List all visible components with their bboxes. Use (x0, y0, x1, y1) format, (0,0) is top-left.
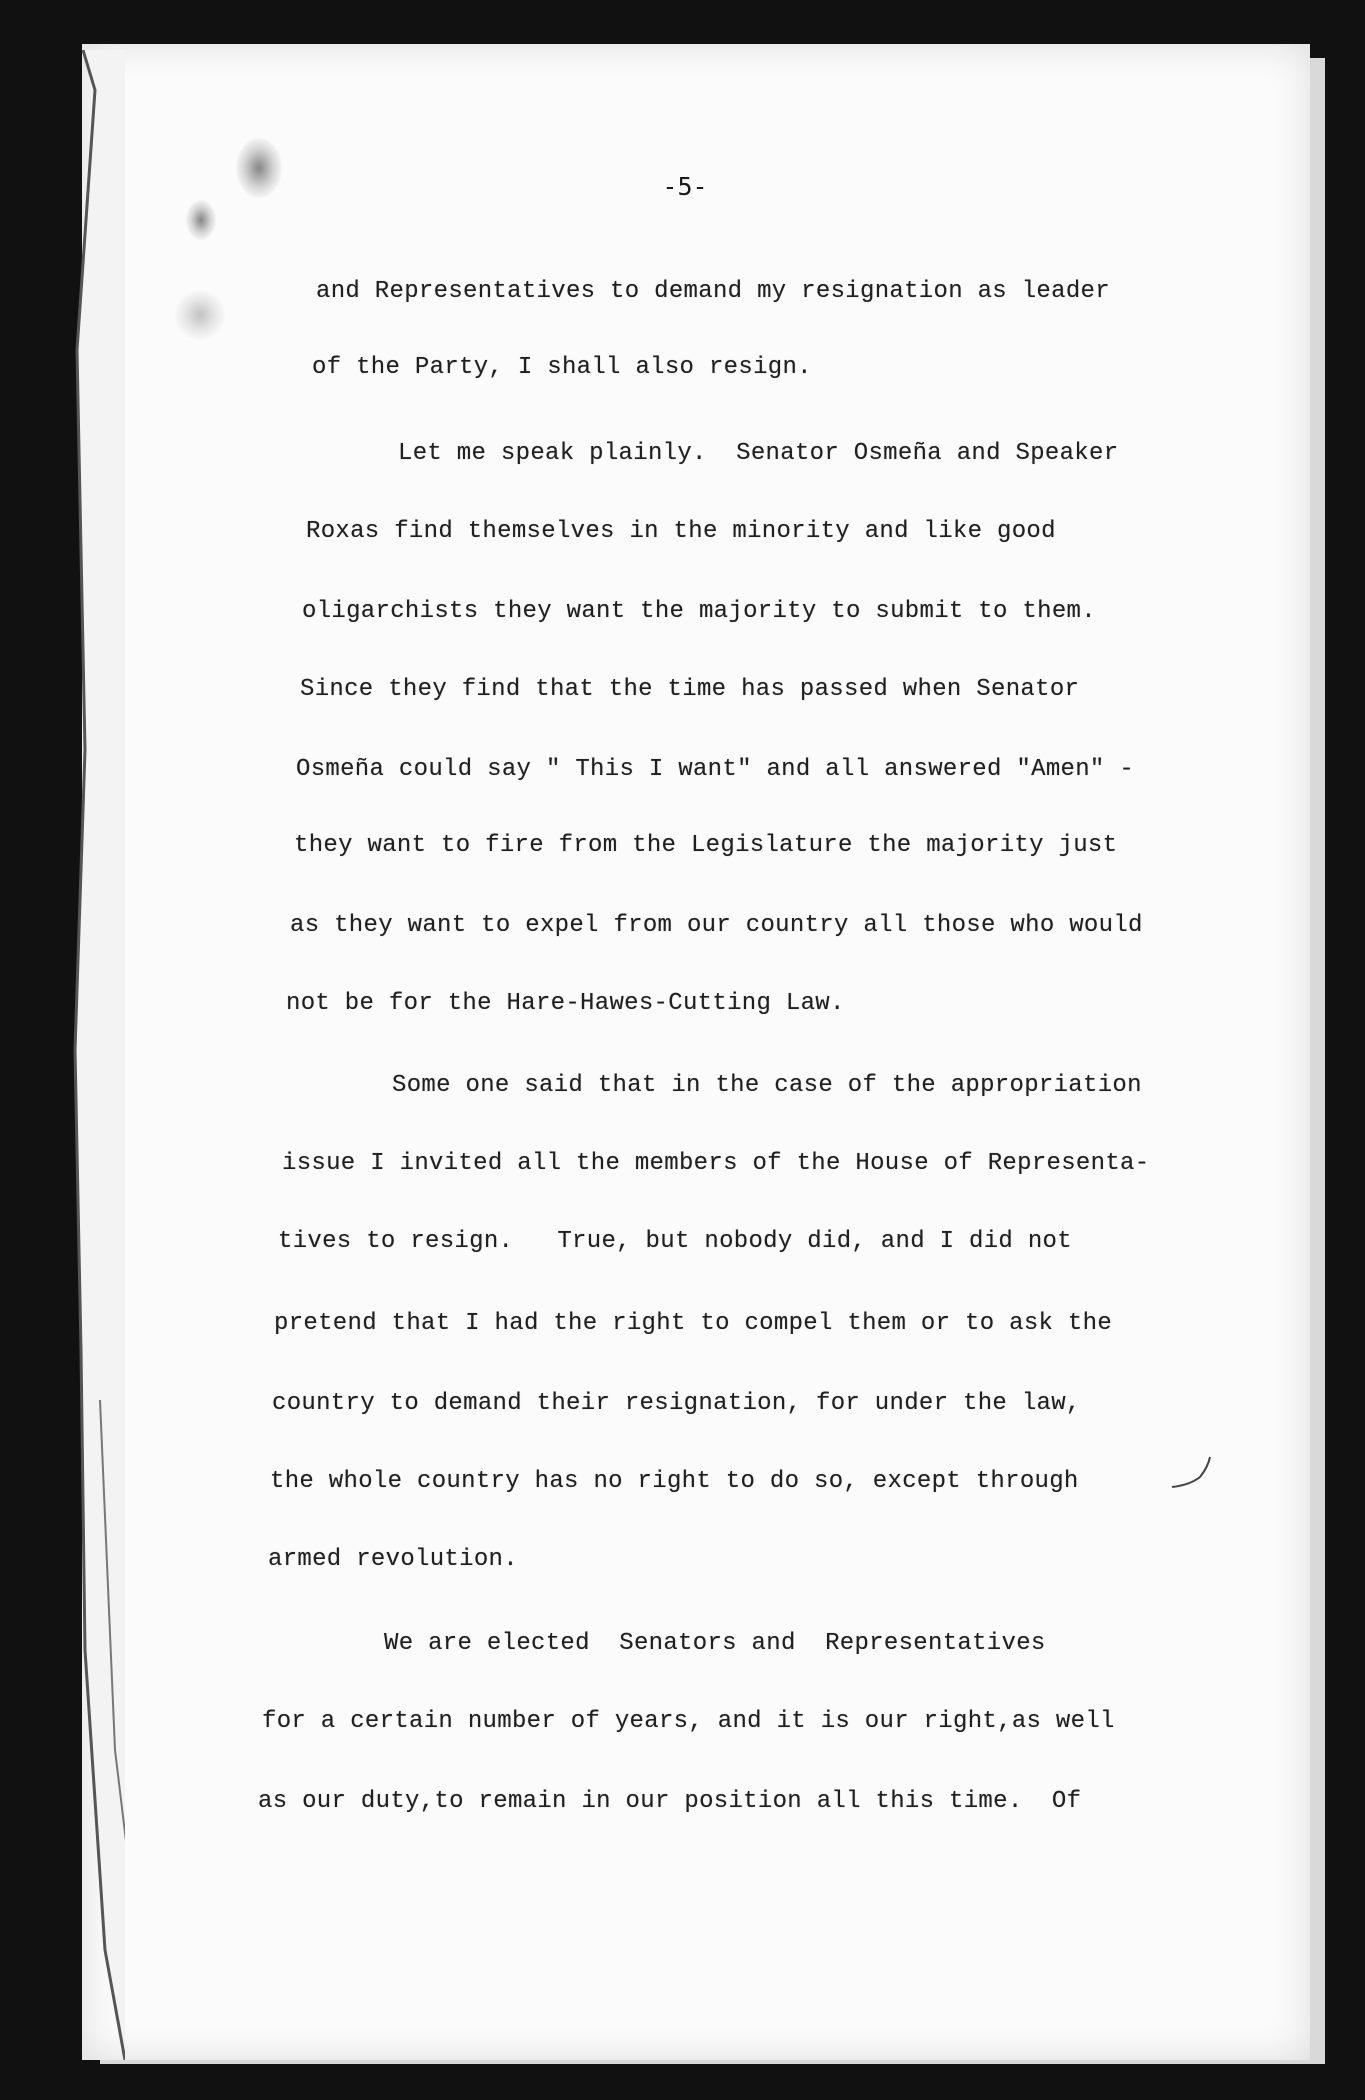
text-line: Let me speak plainly. Senator Osmeña and Speaker (398, 440, 1119, 467)
torn-left-edge (55, 50, 125, 2060)
text-line: pretend that I had the right to compel them or to ask the (274, 1310, 1113, 1337)
text-line: Some one said that in the case of the appropriation (392, 1072, 1142, 1099)
text-line: oligarchists they want the majority to submit to them. (302, 598, 1096, 625)
text-line: of the Party, I shall also resign. (312, 354, 812, 381)
text-line: Osmeña could say " This I want" and all answered "Amen" - (296, 756, 1135, 783)
text-line: for a certain number of years, and it is our right,as well (262, 1708, 1115, 1735)
ink-smudge (186, 200, 216, 240)
text-line: not be for the Hare-Hawes-Cutting Law. (286, 990, 845, 1017)
page-number: -5- (662, 172, 708, 201)
text-line: tives to resign. True, but nobody did, and I did not (278, 1228, 1072, 1255)
text-line: issue I invited all the members of the House of Representa- (282, 1150, 1150, 1177)
document-page (82, 44, 1310, 2060)
text-line: Since they find that the time has passed when Senator (300, 676, 1080, 703)
text-line: Roxas find themselves in the minority and like good (306, 518, 1056, 545)
ink-smudge (175, 290, 225, 340)
text-line: they want to fire from the Legislature the majority just (294, 832, 1118, 859)
text-line: and Representatives to demand my resignation as leader (316, 278, 1110, 305)
text-line: armed revolution. (268, 1546, 518, 1573)
text-line: country to demand their resignation, for under the law, (272, 1390, 1081, 1417)
ink-smudge (236, 138, 282, 198)
pen-mark (1170, 1455, 1220, 1495)
text-line: the whole country has no right to do so, except through (270, 1468, 1079, 1495)
text-line: as our duty,to remain in our position all this time. Of (258, 1788, 1082, 1815)
text-line: We are elected Senators and Representatives (384, 1630, 1046, 1657)
text-line: as they want to expel from our country all those who would (290, 912, 1143, 939)
